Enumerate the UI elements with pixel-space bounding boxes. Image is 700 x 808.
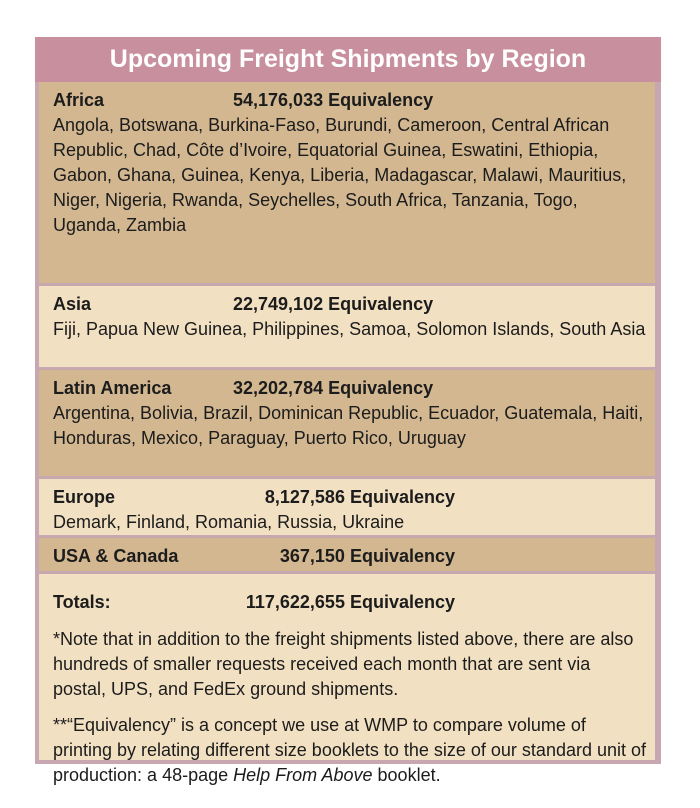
region-countries: Demark, Finland, Romania, Russia, Ukraine — [53, 512, 405, 532]
region-countries: Argentina, Bolivia, Brazil, Dominican Republic, Ecuador, Guatemala, Haiti, Honduras, Mexico, Paraguay, Puerto Rico, Uruguay — [53, 403, 644, 448]
region-value: 8,127,586 Equivalency — [264, 487, 455, 507]
region-countries: Fiji, Papua New Guinea, Philippines, Samoa, Solomon Islands, South Asia — [53, 319, 646, 339]
region-asia — [39, 286, 655, 367]
card-body — [39, 82, 655, 785]
totals-and-notes — [39, 574, 655, 785]
region-value: 54,176,033 Equivalency — [233, 90, 434, 110]
totals-row — [53, 590, 655, 615]
region-europe — [39, 479, 655, 535]
footnote-equivalency — [53, 713, 655, 788]
region-value: 22,749,102 Equivalency — [233, 294, 434, 314]
region-usa-canada — [39, 538, 655, 571]
booklet-title: Help From Above — [233, 765, 373, 785]
totals-label: Totals: — [53, 592, 111, 612]
region-latin-america — [39, 370, 655, 476]
freight-card — [35, 37, 661, 785]
totals-value: 117,622,655 Equivalency — [245, 592, 455, 612]
footnote-equivalency-end: booklet. — [372, 765, 441, 785]
region-name: USA & Canada — [53, 546, 179, 566]
footnote-shipments: *Note that in addition to the freight shipments listed above, there are also hundreds of smaller requests received each month that are sent via postal, UPS, and FedEx ground shipments. — [53, 629, 634, 699]
footnote-equivalency-text: **“Equivalency” is a concept we use at WMP to compare volume of printing by relating different size booklets to the size of our standard unit of production: a 48-page — [53, 715, 647, 785]
region-africa — [39, 82, 655, 283]
region-name: Asia — [53, 294, 92, 314]
region-value: 32,202,784 Equivalency — [233, 378, 434, 398]
region-name: Latin America — [53, 378, 172, 398]
card-title: Upcoming Freight Shipments by Region — [35, 37, 661, 82]
region-name: Europe — [53, 487, 116, 507]
region-value: 367,150 Equivalency — [279, 546, 455, 566]
region-name: Africa — [53, 90, 105, 110]
region-countries: Angola, Botswana, Burkina-Faso, Burundi, Cameroon, Central African Republic, Chad, Côte d’Ivoire, Equatorial Guinea, Eswatini, Ethiopia, Gabon, Ghana, Guinea, Kenya, Liberia, Madagascar, Malawi, Mauritius, Niger, Nigeria, Rwanda, Seychelles, South Africa, Tanzania, Togo, Uganda, Zambia — [53, 115, 627, 235]
